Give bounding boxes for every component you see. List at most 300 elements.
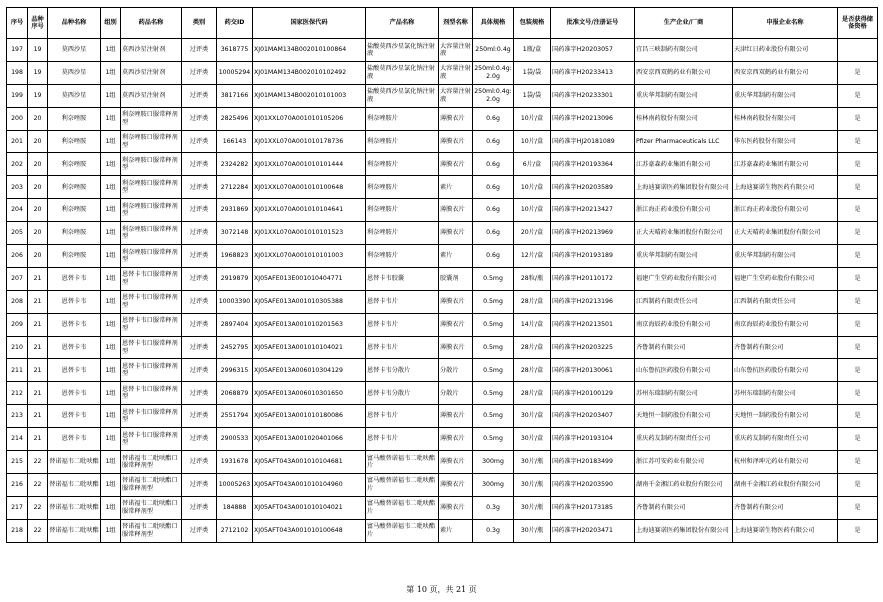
cell-trade-id: 1931678	[217, 451, 253, 474]
cell-dosage-form: 薄膜衣片	[439, 199, 473, 222]
cell-seq-no: 205	[7, 222, 28, 245]
cell-package: 30片/瓶	[514, 473, 551, 496]
cell-spec: 0.6g	[473, 107, 514, 130]
cell-reserve-eligibility: 是	[838, 382, 878, 405]
cell-package: 28粒/瓶	[514, 267, 551, 290]
cell-variety-seq: 21	[28, 267, 48, 290]
cell-insurance-code: XJ01XXL070A001010101444	[253, 153, 366, 176]
cell-group: 1组	[101, 107, 121, 130]
cell-category: 过评类	[182, 519, 217, 542]
cell-dosage-form: 分散片	[439, 359, 473, 382]
cell-group: 1组	[101, 496, 121, 519]
cell-product-name: 富马酸替诺福韦二吡呋酯片	[366, 451, 439, 474]
cell-variety-name: 莫西沙星	[48, 61, 101, 84]
cell-manufacturer: 上海迪赛诺医药集团股份有限公司	[635, 519, 733, 542]
cell-dosage-form: 大容量注射液	[439, 84, 473, 107]
cell-product-name: 富马酸替诺福韦二吡呋酯片	[366, 519, 439, 542]
cell-variety-name: 利奈唑胺	[48, 130, 101, 153]
cell-variety-name: 替诺福韦二吡呋酯	[48, 451, 101, 474]
cell-group: 1组	[101, 39, 121, 62]
cell-approval-no: 国药准字H20203590	[551, 473, 635, 496]
cell-group: 1组	[101, 451, 121, 474]
cell-dosage-form: 薄膜衣片	[439, 405, 473, 428]
cell-insurance-code: XJ05AFE013A001010201563	[253, 313, 366, 336]
cell-spec: 300mg	[473, 451, 514, 474]
cell-category: 过评类	[182, 382, 217, 405]
cell-reserve-eligibility: 是	[838, 199, 878, 222]
cell-trade-id: 2996315	[217, 359, 253, 382]
cell-applicant: 浙江海正药业股份有限公司	[733, 199, 838, 222]
cell-applicant: 福建广生堂药业股份有限公司	[733, 267, 838, 290]
header-group: 组别	[101, 8, 121, 39]
cell-drug-name: 恩替卡韦口服常释剂型	[121, 405, 182, 428]
cell-trade-id: 2900533	[217, 428, 253, 451]
cell-group: 1组	[101, 222, 121, 245]
cell-drug-name: 利奈唑胺口服常释剂型	[121, 199, 182, 222]
cell-insurance-code: XJ05AFT043A001010100648	[253, 519, 366, 542]
cell-approval-no: 国药准字H20130061	[551, 359, 635, 382]
cell-reserve-eligibility: 是	[838, 222, 878, 245]
cell-approval-no: 国药准字H20203407	[551, 405, 635, 428]
cell-drug-name: 替诺福韦二吡呋酯口服常释剂型	[121, 473, 182, 496]
cell-variety-seq: 19	[28, 61, 48, 84]
cell-group: 1组	[101, 199, 121, 222]
header-insurance-code: 国家医保代码	[253, 8, 366, 39]
cell-category: 过评类	[182, 336, 217, 359]
cell-reserve-eligibility: 是	[838, 61, 878, 84]
cell-product-name: 恩替卡韦片	[366, 336, 439, 359]
header-variety-seq: 品种序号	[28, 8, 48, 39]
cell-group: 1组	[101, 176, 121, 199]
header-variety-name: 品种名称	[48, 8, 101, 39]
header-reserve-eligibility: 是否获得储备资格	[838, 8, 878, 39]
cell-group: 1组	[101, 428, 121, 451]
cell-package: 30片/瓶	[514, 519, 551, 542]
cell-approval-no: 国药准字H20203225	[551, 336, 635, 359]
cell-package: 30片/盒	[514, 405, 551, 428]
cell-approval-no: 国药准字H20233301	[551, 84, 635, 107]
cell-product-name: 利奈唑胺片	[366, 176, 439, 199]
cell-spec: 0.5mg	[473, 359, 514, 382]
cell-variety-seq: 20	[28, 107, 48, 130]
cell-dosage-form: 薄膜衣片	[439, 428, 473, 451]
cell-dosage-form: 素片	[439, 176, 473, 199]
cell-insurance-code: XJ05AFT043A001010104960	[253, 473, 366, 496]
cell-category: 过评类	[182, 473, 217, 496]
cell-approval-no: 国药准字H20183499	[551, 451, 635, 474]
cell-drug-name: 恩替卡韦口服常释剂型	[121, 267, 182, 290]
cell-variety-seq: 21	[28, 313, 48, 336]
cell-category: 过评类	[182, 313, 217, 336]
cell-approval-no: 国药准字HJ20181089	[551, 130, 635, 153]
cell-variety-seq: 20	[28, 222, 48, 245]
table-row	[7, 405, 878, 428]
cell-manufacturer: 正大天晴药业集团股份有限公司	[635, 222, 733, 245]
cell-manufacturer: 上海迪赛诺医药集团股份有限公司	[635, 176, 733, 199]
cell-package: 12片/盒	[514, 245, 551, 268]
page-footer: 第 10 页，共 21 页	[406, 585, 477, 594]
cell-seq-no: 199	[7, 84, 28, 107]
cell-product-name: 恩替卡韦分散片	[366, 359, 439, 382]
cell-category: 过评类	[182, 222, 217, 245]
cell-manufacturer: 湖南千金湘江药业股份有限公司	[635, 473, 733, 496]
cell-approval-no: 国药准字H20193364	[551, 153, 635, 176]
cell-product-name: 盐酸莫西沙星氯化钠注射液	[366, 39, 439, 62]
cell-dosage-form: 薄膜衣片	[439, 336, 473, 359]
cell-applicant: 上海迪赛诺生物医药有限公司	[733, 176, 838, 199]
cell-product-name: 恩替卡韦片	[366, 428, 439, 451]
table-row	[7, 428, 878, 451]
cell-product-name: 利奈唑胺片	[366, 130, 439, 153]
cell-product-name: 恩替卡韦分散片	[366, 382, 439, 405]
cell-group: 1组	[101, 359, 121, 382]
cell-reserve-eligibility: 是	[838, 153, 878, 176]
cell-product-name: 盐酸莫西沙星氯化钠注射液	[366, 84, 439, 107]
cell-package: 28片/盒	[514, 359, 551, 382]
cell-seq-no: 217	[7, 496, 28, 519]
cell-category: 过评类	[182, 290, 217, 313]
cell-spec: 250ml:0.4g	[473, 39, 514, 62]
cell-trade-id: 10005294	[217, 61, 253, 84]
cell-variety-name: 利奈唑胺	[48, 245, 101, 268]
cell-variety-name: 利奈唑胺	[48, 176, 101, 199]
cell-trade-id: 2919879	[217, 267, 253, 290]
cell-insurance-code: XJ05AFE013E001010404771	[253, 267, 366, 290]
cell-variety-seq: 21	[28, 359, 48, 382]
cell-spec: 0.6g	[473, 153, 514, 176]
cell-manufacturer: 齐鲁制药有限公司	[635, 336, 733, 359]
cell-seq-no: 210	[7, 336, 28, 359]
cell-dosage-form: 素片	[439, 519, 473, 542]
cell-dosage-form: 薄膜衣片	[439, 153, 473, 176]
cell-variety-name: 恩替卡韦	[48, 405, 101, 428]
cell-drug-name: 利奈唑胺口服常释剂型	[121, 245, 182, 268]
cell-product-name: 盐酸莫西沙星氯化钠注射液	[366, 61, 439, 84]
cell-manufacturer: 福建广生堂药业股份有限公司	[635, 267, 733, 290]
cell-product-name: 恩替卡韦片	[366, 290, 439, 313]
cell-group: 1组	[101, 61, 121, 84]
cell-approval-no: 国药准字H20203589	[551, 176, 635, 199]
cell-manufacturer: 江苏豪森药业集团有限公司	[635, 153, 733, 176]
table-row	[7, 39, 878, 62]
cell-spec: 0.5mg	[473, 313, 514, 336]
cell-applicant: 南京海辰药业股份有限公司	[733, 313, 838, 336]
cell-seq-no: 197	[7, 39, 28, 62]
cell-reserve-eligibility: 是	[838, 130, 878, 153]
cell-trade-id: 2068879	[217, 382, 253, 405]
cell-category: 过评类	[182, 107, 217, 130]
table-row	[7, 336, 878, 359]
cell-spec: 0.6g	[473, 245, 514, 268]
cell-insurance-code: XJ05AFT043A001010104021	[253, 496, 366, 519]
header-package: 包装规格	[514, 8, 551, 39]
cell-applicant: 西安京西双鹤药业有限公司	[733, 61, 838, 84]
cell-dosage-form: 薄膜衣片	[439, 290, 473, 313]
header-approval-no: 批准文号/注册证号	[551, 8, 635, 39]
cell-seq-no: 206	[7, 245, 28, 268]
table-row	[7, 359, 878, 382]
header-dosage-form: 剂型名称	[439, 8, 473, 39]
cell-drug-name: 莫西沙星注射剂	[121, 84, 182, 107]
cell-seq-no: 212	[7, 382, 28, 405]
cell-drug-name: 替诺福韦二吡呋酯口服常释剂型	[121, 451, 182, 474]
cell-trade-id: 3618775	[217, 39, 253, 62]
cell-reserve-eligibility: 是	[838, 107, 878, 130]
cell-group: 1组	[101, 153, 121, 176]
table-row	[7, 176, 878, 199]
cell-manufacturer: 天地恒一制药股份有限公司	[635, 405, 733, 428]
cell-seq-no: 216	[7, 473, 28, 496]
cell-variety-seq: 19	[28, 39, 48, 62]
cell-variety-name: 利奈唑胺	[48, 107, 101, 130]
cell-drug-name: 恩替卡韦口服常释剂型	[121, 359, 182, 382]
cell-drug-name: 替诺福韦二吡呋酯口服常释剂型	[121, 496, 182, 519]
cell-category: 过评类	[182, 39, 217, 62]
cell-variety-name: 利奈唑胺	[48, 222, 101, 245]
header-category: 类别	[182, 8, 217, 39]
cell-seq-no: 204	[7, 199, 28, 222]
cell-spec: 0.5mg	[473, 405, 514, 428]
cell-dosage-form: 分散片	[439, 382, 473, 405]
cell-variety-seq: 22	[28, 473, 48, 496]
table-row	[7, 267, 878, 290]
cell-approval-no: 国药准字H20213196	[551, 290, 635, 313]
cell-insurance-code: XJ05AFT043A001010104681	[253, 451, 366, 474]
cell-spec: 0.6g	[473, 176, 514, 199]
cell-insurance-code: XJ05AFE013A001010305388	[253, 290, 366, 313]
cell-reserve-eligibility: 是	[838, 496, 878, 519]
cell-group: 1组	[101, 245, 121, 268]
cell-variety-name: 恩替卡韦	[48, 313, 101, 336]
cell-variety-name: 利奈唑胺	[48, 153, 101, 176]
cell-manufacturer: 重庆药友制药有限责任公司	[635, 428, 733, 451]
cell-insurance-code: XJ01XXL070A001010105206	[253, 107, 366, 130]
cell-package: 14片/盒	[514, 313, 551, 336]
cell-reserve-eligibility: 是	[838, 336, 878, 359]
cell-group: 1组	[101, 313, 121, 336]
cell-applicant: 重庆华邦制药有限公司	[733, 84, 838, 107]
cell-variety-name: 替诺福韦二吡呋酯	[48, 496, 101, 519]
cell-applicant: 齐鲁制药有限公司	[733, 496, 838, 519]
cell-applicant: 湖南千金湘江药业股份有限公司	[733, 473, 838, 496]
header-spec: 具体规格	[473, 8, 514, 39]
cell-variety-seq: 21	[28, 405, 48, 428]
cell-spec: 0.5mg	[473, 336, 514, 359]
cell-variety-seq: 20	[28, 130, 48, 153]
cell-category: 过评类	[182, 451, 217, 474]
cell-applicant: 正大天晴药业集团股份有限公司	[733, 222, 838, 245]
cell-insurance-code: XJ05AFE013A001020401066	[253, 428, 366, 451]
cell-category: 过评类	[182, 84, 217, 107]
cell-drug-name: 利奈唑胺口服常释剂型	[121, 176, 182, 199]
cell-applicant: 苏州东瑞制药有限公司	[733, 382, 838, 405]
cell-spec: 250ml:0.4g:2.0g	[473, 61, 514, 84]
cell-spec: 0.5mg	[473, 290, 514, 313]
cell-category: 过评类	[182, 176, 217, 199]
cell-variety-seq: 20	[28, 245, 48, 268]
cell-category: 过评类	[182, 61, 217, 84]
cell-package: 10片/盒	[514, 199, 551, 222]
cell-drug-name: 利奈唑胺口服常释剂型	[121, 222, 182, 245]
cell-trade-id: 2324282	[217, 153, 253, 176]
cell-drug-name: 恩替卡韦口服常释剂型	[121, 336, 182, 359]
header-seq-no: 序号	[7, 8, 28, 39]
table-row	[7, 313, 878, 336]
cell-package: 10片/盒	[514, 130, 551, 153]
cell-drug-name: 莫西沙星注射剂	[121, 39, 182, 62]
cell-spec: 300mg	[473, 473, 514, 496]
cell-product-name: 利奈唑胺片	[366, 153, 439, 176]
cell-drug-name: 利奈唑胺口服常释剂型	[121, 153, 182, 176]
cell-variety-seq: 22	[28, 451, 48, 474]
cell-variety-name: 恩替卡韦	[48, 290, 101, 313]
cell-variety-seq: 20	[28, 199, 48, 222]
cell-seq-no: 213	[7, 405, 28, 428]
cell-spec: 250ml:0.4g:2.0g	[473, 84, 514, 107]
cell-manufacturer: Pfizer Pharmaceuticals LLC	[635, 130, 733, 153]
cell-trade-id: 2712284	[217, 176, 253, 199]
cell-drug-name: 利奈唑胺口服常释剂型	[121, 130, 182, 153]
cell-category: 过评类	[182, 199, 217, 222]
cell-category: 过评类	[182, 359, 217, 382]
cell-trade-id: 3817166	[217, 84, 253, 107]
cell-reserve-eligibility: 是	[838, 451, 878, 474]
cell-seq-no: 218	[7, 519, 28, 542]
table-row	[7, 519, 878, 542]
table-row	[7, 290, 878, 313]
cell-applicant: 江苏豪森药业集团有限公司	[733, 153, 838, 176]
cell-product-name: 富马酸替诺福韦二吡呋酯片	[366, 496, 439, 519]
cell-seq-no: 202	[7, 153, 28, 176]
cell-seq-no: 201	[7, 130, 28, 153]
cell-group: 1组	[101, 336, 121, 359]
cell-spec: 0.5mg	[473, 428, 514, 451]
cell-applicant: 桂林南药股份有限公司	[733, 107, 838, 130]
cell-package: 10片/盒	[514, 107, 551, 130]
cell-approval-no: 国药准字H20203471	[551, 519, 635, 542]
cell-dosage-form: 胶囊剂	[439, 267, 473, 290]
cell-trade-id: 184888	[217, 496, 253, 519]
cell-variety-seq: 22	[28, 519, 48, 542]
cell-applicant: 江西制药有限责任公司	[733, 290, 838, 313]
cell-variety-name: 恩替卡韦	[48, 359, 101, 382]
table-row	[7, 473, 878, 496]
drug-list-table	[6, 7, 878, 543]
cell-manufacturer: 浙江苏可安药业有限公司	[635, 451, 733, 474]
cell-package: 1袋/袋	[514, 84, 551, 107]
cell-group: 1组	[101, 290, 121, 313]
cell-manufacturer: 苏州东瑞制药有限公司	[635, 382, 733, 405]
table-row	[7, 496, 878, 519]
cell-variety-seq: 20	[28, 176, 48, 199]
cell-reserve-eligibility: 是	[838, 245, 878, 268]
cell-insurance-code: XJ01MAM134B002010101003	[253, 84, 366, 107]
cell-insurance-code: XJ05AFE013A006010304129	[253, 359, 366, 382]
cell-manufacturer: 重庆华邦制药有限公司	[635, 84, 733, 107]
cell-seq-no: 209	[7, 313, 28, 336]
cell-approval-no: 国药准字H20213096	[551, 107, 635, 130]
cell-package: 1瓶/盒	[514, 39, 551, 62]
cell-variety-name: 替诺福韦二吡呋酯	[48, 519, 101, 542]
cell-reserve-eligibility: 是	[838, 290, 878, 313]
cell-category: 过评类	[182, 245, 217, 268]
cell-variety-name: 恩替卡韦	[48, 267, 101, 290]
cell-variety-name: 替诺福韦二吡呋酯	[48, 473, 101, 496]
cell-spec: 0.5mg	[473, 267, 514, 290]
document-table-wrapper	[6, 7, 877, 543]
cell-seq-no: 214	[7, 428, 28, 451]
cell-category: 过评类	[182, 496, 217, 519]
cell-variety-seq: 21	[28, 290, 48, 313]
header-applicant: 申报企业名称	[733, 8, 838, 39]
cell-drug-name: 恩替卡韦口服常释剂型	[121, 382, 182, 405]
cell-insurance-code: XJ05AFE013A001010180086	[253, 405, 366, 428]
cell-approval-no: 国药准字H20100129	[551, 382, 635, 405]
cell-seq-no: 211	[7, 359, 28, 382]
cell-drug-name: 替诺福韦二吡呋酯口服常释剂型	[121, 519, 182, 542]
cell-applicant: 山东鲁抗医药股份有限公司	[733, 359, 838, 382]
cell-package: 30片/盒	[514, 428, 551, 451]
cell-category: 过评类	[182, 428, 217, 451]
cell-seq-no: 207	[7, 267, 28, 290]
cell-product-name: 利奈唑胺片	[366, 222, 439, 245]
cell-package: 20片/盒	[514, 222, 551, 245]
cell-package: 28片/盒	[514, 382, 551, 405]
cell-dosage-form: 素片	[439, 245, 473, 268]
cell-group: 1组	[101, 267, 121, 290]
cell-approval-no: 国药准字H20213427	[551, 199, 635, 222]
cell-variety-seq: 22	[28, 496, 48, 519]
table-row	[7, 84, 878, 107]
cell-insurance-code: XJ01XXL070A001010104641	[253, 199, 366, 222]
table-row	[7, 107, 878, 130]
cell-reserve-eligibility: 是	[838, 313, 878, 336]
cell-reserve-eligibility: 是	[838, 519, 878, 542]
cell-manufacturer: 江西制药有限责任公司	[635, 290, 733, 313]
cell-trade-id: 2931869	[217, 199, 253, 222]
cell-category: 过评类	[182, 267, 217, 290]
cell-drug-name: 恩替卡韦口服常释剂型	[121, 290, 182, 313]
cell-applicant: 重庆药友制药有限责任公司	[733, 428, 838, 451]
cell-seq-no: 208	[7, 290, 28, 313]
cell-category: 过评类	[182, 130, 217, 153]
cell-dosage-form: 薄膜衣片	[439, 473, 473, 496]
cell-drug-name: 利奈唑胺口服常释剂型	[121, 107, 182, 130]
cell-approval-no: 国药准字H20213501	[551, 313, 635, 336]
cell-group: 1组	[101, 405, 121, 428]
cell-insurance-code: XJ01XXL070A001010100648	[253, 176, 366, 199]
cell-insurance-code: XJ05AFE013A001010104021	[253, 336, 366, 359]
cell-variety-name: 恩替卡韦	[48, 382, 101, 405]
cell-seq-no: 215	[7, 451, 28, 474]
cell-applicant: 重庆华邦制药有限公司	[733, 245, 838, 268]
cell-reserve-eligibility	[838, 39, 878, 62]
cell-manufacturer: 齐鲁制药有限公司	[635, 496, 733, 519]
cell-approval-no: 国药准字H20203057	[551, 39, 635, 62]
cell-variety-seq: 20	[28, 153, 48, 176]
cell-applicant: 杭州和泽坤元药业有限公司	[733, 451, 838, 474]
cell-manufacturer: 浙江海正药业股份有限公司	[635, 199, 733, 222]
cell-approval-no: 国药准字H20233413	[551, 61, 635, 84]
cell-spec: 0.6g	[473, 130, 514, 153]
cell-group: 1组	[101, 473, 121, 496]
cell-reserve-eligibility: 是	[838, 473, 878, 496]
cell-reserve-eligibility: 是	[838, 405, 878, 428]
cell-trade-id: 10003390	[217, 290, 253, 313]
cell-spec: 0.6g	[473, 222, 514, 245]
cell-seq-no: 198	[7, 61, 28, 84]
header-product-name: 产品名称	[366, 8, 439, 39]
